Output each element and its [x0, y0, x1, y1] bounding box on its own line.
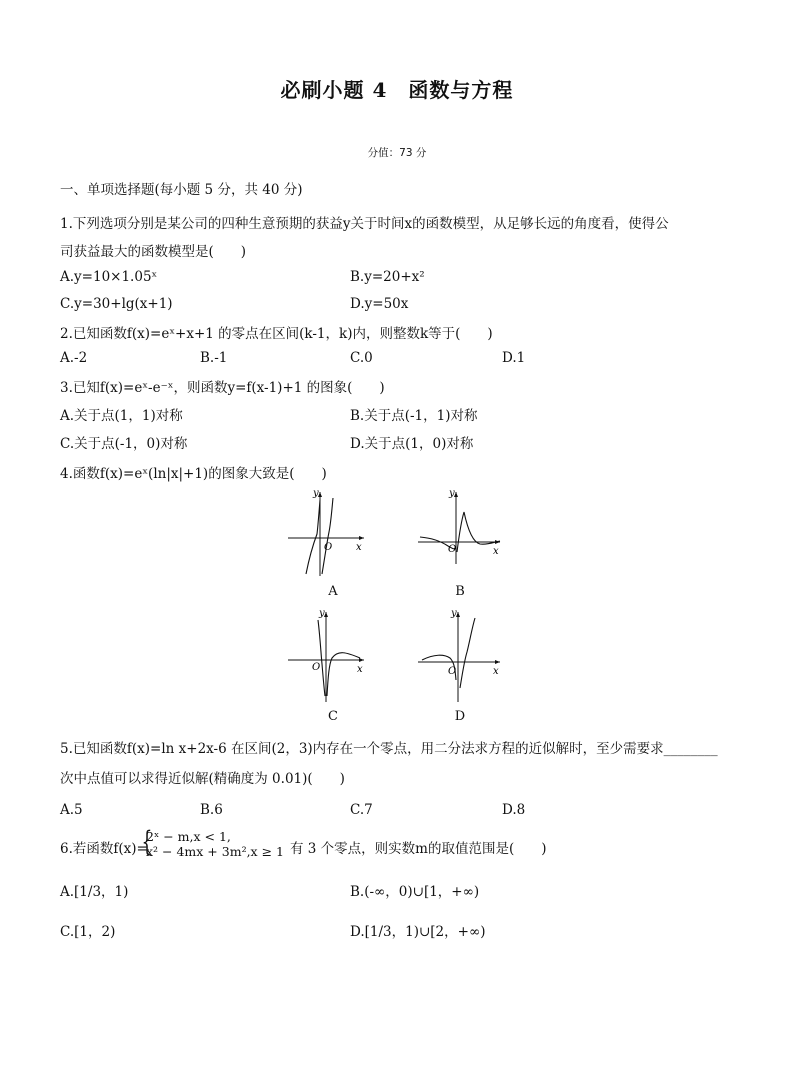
origin-label: O: [324, 542, 333, 553]
question-5-option-b: B.6: [200, 802, 223, 818]
score-note: 分值：73 分: [367, 147, 427, 159]
question-1-stem-line1: 1.下列选项分别是某公司的四种生意预期的获益y关于时间x的函数模型，从足够长远的角度看，使得公: [60, 216, 669, 232]
y-axis-label: y: [451, 608, 457, 619]
graph-c-label: C: [328, 709, 338, 724]
question-6-option-b: B.(-∞，0)∪[1，+∞): [350, 884, 480, 900]
question-6-option-c: C.[1，2): [60, 924, 116, 940]
question-5-option-a: A.5: [60, 802, 83, 818]
question-2-stem: 2.已知函数f(x)=eˣ+x+1 的零点在区间(k-1，k)内，则整数k等于( ): [60, 326, 493, 342]
y-axis-label: y: [319, 608, 325, 619]
question-3-option-c: C.关于点(-1，0)对称: [60, 436, 188, 452]
curve-left: [318, 620, 325, 696]
question-3-option-b: B.关于点(-1，1)对称: [350, 408, 478, 424]
question-6-option-d: D.[1/3，1)∪[2，+∞): [350, 924, 486, 940]
origin-label: O: [312, 662, 321, 673]
question-1-stem-line2: 司获益最大的函数模型是( ): [60, 244, 247, 260]
question-1-option-a: A.y=10×1.05ˣ: [60, 269, 158, 285]
curve-right: [460, 618, 475, 688]
question-5-option-c: C.7: [350, 802, 373, 818]
question-1-option-b: B.y=20+x²: [350, 269, 425, 285]
question-6-suffix: 有 3 个零点，则实数m的取值范围是( ): [290, 841, 547, 857]
curve-left: [306, 500, 320, 574]
piecewise-brace: {: [141, 825, 153, 858]
question-5-option-d: D.8: [502, 802, 526, 818]
y-axis-label: y: [449, 488, 455, 499]
question-1-option-c: C.y=30+lg(x+1): [60, 296, 173, 312]
y-axis-label: y: [313, 488, 319, 499]
piecewise-case-1: 2ˣ − m,x < 1,: [146, 829, 231, 844]
piecewise-case-2: x² − 4mx + 3m²,x ≥ 1: [146, 844, 284, 859]
question-2-option-a: A.-2: [60, 350, 88, 366]
question-4-stem: 4.函数f(x)=eˣ(ln|x|+1)的图象大致是( ): [60, 466, 327, 482]
graph-c: [284, 606, 374, 704]
question-3-option-d: D.关于点(1，0)对称: [350, 436, 474, 452]
piecewise-definition: [146, 829, 284, 859]
origin-label: O: [448, 666, 457, 677]
curve-right: [327, 653, 360, 696]
graph-d-label: D: [454, 709, 466, 724]
page-title: 必刷小题 4 函数与方程: [280, 78, 514, 102]
x-axis-label: x: [493, 666, 499, 677]
curve-right: [322, 498, 333, 574]
question-3-option-a: A.关于点(1，1)对称: [60, 408, 183, 424]
graph-b-label: B: [455, 584, 465, 599]
x-axis-label: x: [356, 542, 362, 553]
question-2-option-b: B.-1: [200, 350, 228, 366]
x-axis-label: x: [493, 546, 499, 557]
x-axis-label: x: [357, 664, 363, 675]
question-2-option-d: D.1: [502, 350, 526, 366]
question-6-prefix: 6.若函数f(x)=: [60, 841, 148, 857]
graph-d: [414, 606, 506, 704]
graph-a-label: A: [328, 584, 338, 599]
question-6-option-a: A.[1/3，1): [60, 884, 129, 900]
question-5-stem-line2: 次中点值可以求得近似解(精确度为 0.01)( ): [60, 771, 345, 787]
question-2-option-c: C.0: [350, 350, 373, 366]
question-3-stem: 3.已知f(x)=eˣ-e⁻ˣ，则函数y=f(x-1)+1 的图象( ): [60, 380, 385, 396]
graph-b: [414, 486, 506, 566]
section-heading: 一、单项选择题(每小题 5 分，共 40 分): [60, 182, 303, 198]
question-5-stem-line1: 5.已知函数f(x)=ln x+2x-6 在区间(2，3)内存在一个零点，用二分法求方程的近似解时，至少需要求________: [60, 741, 718, 757]
origin-label: O: [448, 544, 457, 555]
question-1-option-d: D.y=50x: [350, 296, 409, 312]
graph-a: [284, 486, 374, 578]
